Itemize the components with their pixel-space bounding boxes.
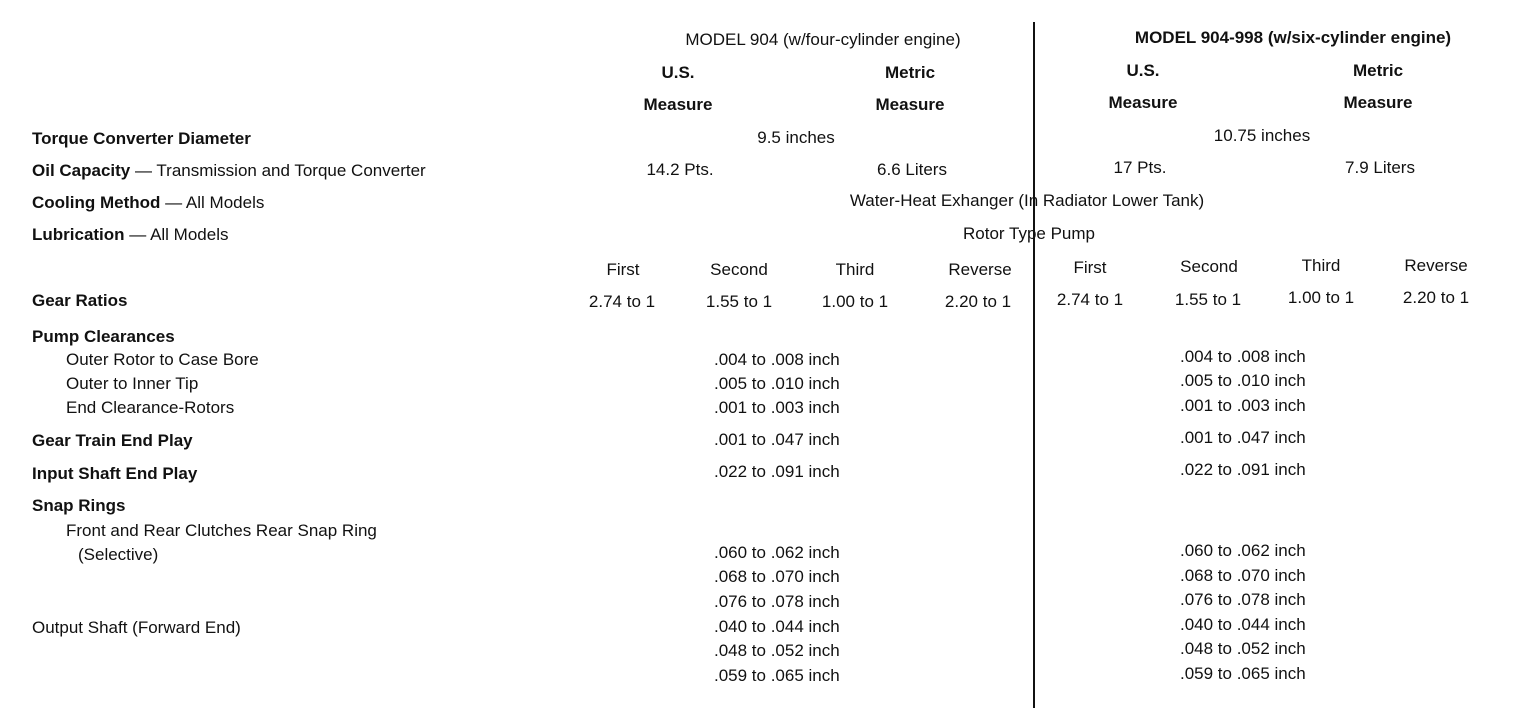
snap-right-value-6: .059 to .065 inch	[1180, 664, 1306, 683]
oil-left-us: 14.2 Pts.	[646, 160, 714, 179]
torque-left-value: 9.5 inches	[757, 128, 835, 147]
gear-train-right-value: .001 to .047 inch	[1180, 428, 1306, 447]
gear-ratio-right-first: 2.74 to 1	[1056, 290, 1124, 309]
snap-left-value-5: .048 to .052 inch	[714, 641, 840, 660]
snap-right-value-2: .068 to .070 inch	[1180, 566, 1306, 585]
right-us-header-2: Measure	[1108, 93, 1178, 112]
output-shaft-label: Output Shaft (Forward End)	[32, 618, 241, 637]
snap-left-value-4: .040 to .044 inch	[714, 617, 840, 636]
snap-rings-sub2: (Selective)	[78, 545, 159, 564]
gear-ratio-right-third: 1.00 to 1	[1287, 288, 1355, 307]
oil-label	[32, 161, 426, 181]
pump-right-value-1: .004 to .008 inch	[1180, 347, 1306, 366]
model-right-header: MODEL 904-998 (w/six-cylinder engine)	[1134, 28, 1452, 47]
snap-right-value-3: .076 to .078 inch	[1180, 590, 1306, 609]
gear-ratios-label: Gear Ratios	[32, 291, 128, 310]
lube-label-bold: Lubrication	[32, 225, 125, 244]
gear-ratio-left-third: 1.00 to 1	[821, 292, 889, 311]
snap-right-value-4: .040 to .044 inch	[1180, 615, 1306, 634]
right-metric-header: Metric	[1352, 61, 1404, 80]
gear-header-second-left: Second	[710, 260, 768, 279]
input-shaft-end-play-label: Input Shaft End Play	[32, 464, 198, 483]
pump-left-value-2: .005 to .010 inch	[714, 374, 840, 393]
gear-ratio-left-reverse: 2.20 to 1	[944, 292, 1012, 311]
oil-label-bold: Oil Capacity	[32, 161, 131, 180]
gear-ratio-right-reverse: 2.20 to 1	[1402, 288, 1470, 307]
gear-ratio-left-second: 1.55 to 1	[705, 292, 773, 311]
cooling-label-rest: — All Models	[160, 193, 265, 212]
gear-ratio-left-first: 2.74 to 1	[588, 292, 656, 311]
gear-header-third-right: Third	[1301, 256, 1341, 275]
right-us-header: U.S.	[1126, 61, 1160, 80]
right-metric-header-2: Measure	[1343, 93, 1413, 112]
oil-left-metric: 6.6 Liters	[877, 160, 947, 179]
oil-right-us: 17 Pts.	[1113, 158, 1167, 177]
snap-right-value-1: .060 to .062 inch	[1180, 541, 1306, 560]
gear-header-reverse-left: Reverse	[948, 260, 1012, 279]
input-shaft-right-value: .022 to .091 inch	[1180, 460, 1306, 479]
gear-header-first-left: First	[606, 260, 640, 279]
gear-header-second-right: Second	[1180, 257, 1238, 276]
model-left-header: MODEL 904 (w/four-cylinder engine)	[685, 30, 961, 49]
gear-train-left-value: .001 to .047 inch	[714, 430, 840, 449]
pump-clearances-label: Pump Clearances	[32, 327, 175, 346]
left-us-header-2: Measure	[643, 95, 713, 114]
oil-label-rest: — Transmission and Torque Converter	[130, 161, 426, 180]
left-metric-header: Metric	[884, 63, 936, 82]
pump-item-outer-rotor: Outer Rotor to Case Bore	[66, 350, 259, 369]
pump-left-value-3: .001 to .003 inch	[714, 398, 840, 417]
torque-right-value: 10.75 inches	[1213, 126, 1311, 145]
snap-left-value-3: .076 to .078 inch	[714, 592, 840, 611]
lube-label-rest: — All Models	[124, 225, 229, 244]
pump-right-value-2: .005 to .010 inch	[1180, 371, 1306, 390]
lube-label	[32, 225, 229, 245]
oil-right-metric: 7.9 Liters	[1345, 158, 1415, 177]
gear-ratio-right-second: 1.55 to 1	[1174, 290, 1242, 309]
pump-left-value-1: .004 to .008 inch	[714, 350, 840, 369]
column-divider	[1033, 22, 1035, 708]
cooling-value: Water-Heat Exhanger (In Radiator Lower Tank)	[849, 191, 1205, 210]
snap-rings-label: Snap Rings	[32, 496, 126, 515]
gear-header-first-right: First	[1073, 258, 1107, 277]
pump-item-end-clearance: End Clearance-Rotors	[66, 398, 235, 417]
left-us-header: U.S.	[661, 63, 695, 82]
cooling-label	[32, 193, 264, 213]
snap-rings-sub1: Front and Rear Clutches Rear Snap Ring	[66, 521, 377, 540]
gear-header-third-left: Third	[835, 260, 875, 279]
lube-value: Rotor Type Pump	[963, 224, 1095, 243]
gear-train-end-play-label: Gear Train End Play	[32, 431, 193, 450]
cooling-label-bold: Cooling Method	[32, 193, 161, 212]
snap-left-value-1: .060 to .062 inch	[714, 543, 840, 562]
torque-label: Torque Converter Diameter	[32, 129, 251, 148]
left-metric-header-2: Measure	[875, 95, 945, 114]
gear-header-reverse-right: Reverse	[1404, 256, 1468, 275]
snap-left-value-6: .059 to .065 inch	[714, 666, 840, 685]
input-shaft-left-value: .022 to .091 inch	[714, 462, 840, 481]
pump-item-outer-inner: Outer to Inner Tip	[66, 374, 199, 393]
snap-left-value-2: .068 to .070 inch	[714, 567, 840, 586]
pump-right-value-3: .001 to .003 inch	[1180, 396, 1306, 415]
snap-right-value-5: .048 to .052 inch	[1180, 639, 1306, 658]
